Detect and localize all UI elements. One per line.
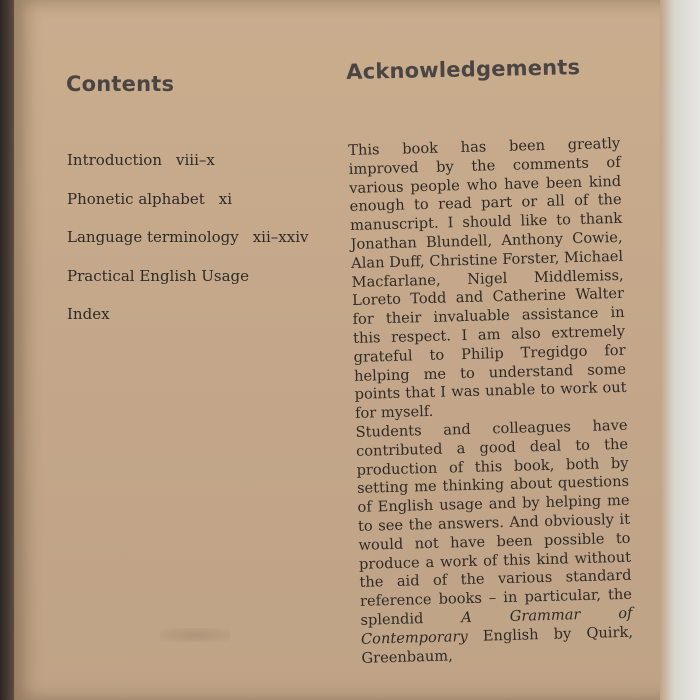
page-smudge	[160, 628, 230, 642]
toc-item-label: Index	[67, 305, 110, 323]
trailing-text: English by Quirk, Greenbaum,	[361, 623, 634, 667]
table-of-contents	[67, 150, 337, 343]
acknowledgements-heading: Acknowledgements	[346, 55, 581, 84]
acknowledgements-paragraph-2	[355, 417, 633, 668]
acknowledgements-text	[348, 135, 634, 668]
toc-item-index	[67, 304, 337, 343]
toc-item-phonetic-alphabet	[67, 189, 337, 228]
page-edge-background	[660, 0, 700, 700]
paragraph-2-text: Students and colleagues have contributed a good deal to the production of this book, both by setting me thinking about questions of English usage and by helping me to see the answers. And obviously it would not have been possible to produce a work of this kind without the aid of the various standard reference books – in particular, the splendid	[355, 416, 633, 629]
toc-item-pages: viii–x	[176, 151, 215, 169]
toc-item-label: Phonetic alphabet	[67, 189, 205, 208]
toc-item-label: Language terminology	[67, 228, 239, 246]
toc-item-pages: xi	[218, 189, 233, 208]
toc-item-introduction	[67, 150, 337, 189]
acknowledgements-paragraph-1: This book has been greatly improved by the comments of various people who have been kind enough to read part or all of the manuscript. I should like to thank Jonathan Blundell, Anthony Cowie, Alan Duff, Christine Forster, Michael Macfarlane, Nigel Middlemiss, Loreto Todd and Catherine Walter for their invaluable assistance in this respect. I am also extremely grateful to Philip Tregidgo for helping me to understand some points that I was unable to work out for myself.	[348, 134, 627, 423]
toc-item-label: Introduction	[67, 151, 162, 169]
toc-item-label: Practical English Usage	[67, 266, 250, 285]
toc-item-practical-english-usage	[67, 266, 337, 305]
italic-book-title: A Grammar of Contemporary	[360, 604, 633, 648]
contents-heading: Contents	[66, 72, 175, 96]
toc-item-language-terminology	[67, 227, 337, 266]
toc-item-pages: xii–xxiv	[252, 228, 309, 246]
